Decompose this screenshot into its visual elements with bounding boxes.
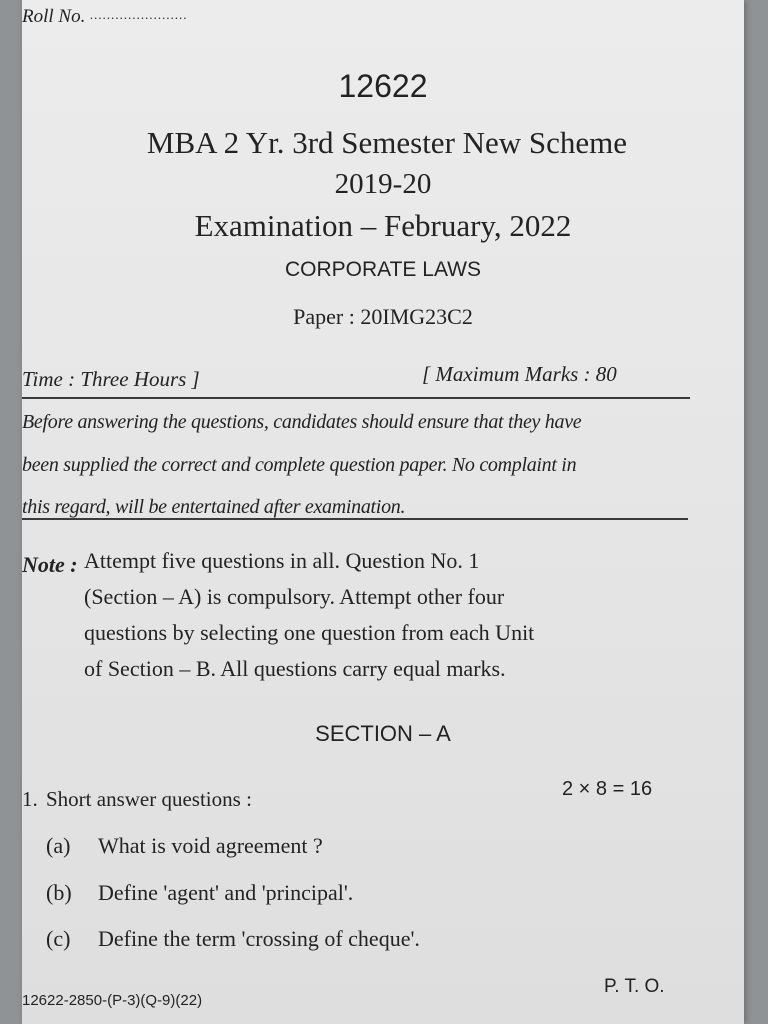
question-number: 1. <box>22 787 38 811</box>
question-option <box>46 880 353 906</box>
question-text: Short answer questions : <box>46 787 252 811</box>
option-text: Define the term 'crossing of cheque'. <box>98 926 420 951</box>
option-label: (a) <box>46 833 71 858</box>
option-label: (c) <box>46 926 71 951</box>
option-text: What is void agreement ? <box>98 833 323 858</box>
pto-label: P. T. O. <box>604 976 665 997</box>
divider <box>22 518 688 520</box>
paper-code: 12622 <box>338 68 428 104</box>
exam-title: Examination – February, 2022 <box>194 208 572 243</box>
option-text: Define 'agent' and 'principal'. <box>98 880 354 905</box>
question-marks: 2 × 8 = 16 <box>562 778 653 800</box>
note-line: (Section – A) is compulsory. Attempt other four <box>84 584 505 609</box>
paper-number: Paper : 20IMG23C2 <box>293 304 473 329</box>
note-line: Attempt five questions in all. Question No. 1 <box>84 548 480 573</box>
instruction-line: this regard, will be entertained after examination. <box>22 496 406 518</box>
footer-code: 12622-2850-(P-3)(Q-9)(22) <box>22 992 203 1009</box>
note-line: questions by selecting one question from each Unit <box>84 620 535 645</box>
option-label: (b) <box>46 880 72 905</box>
roll-label: Roll No. <box>22 6 86 27</box>
session: 2019-20 <box>334 168 432 200</box>
divider <box>22 397 690 399</box>
instruction-line: been supplied the correct and complete question paper. No complaint in <box>22 454 577 476</box>
section-title: SECTION – A <box>315 721 451 746</box>
instruction-line: Before answering the questions, candidates should ensure that they have <box>22 411 582 433</box>
note-label: Note : <box>22 552 78 577</box>
time-allowed: Time : Three Hours ] <box>22 367 200 391</box>
roll-number-line <box>22 6 188 28</box>
course-title: MBA 2 Yr. 3rd Semester New Scheme <box>146 125 628 160</box>
exam-paper <box>22 0 744 1024</box>
note-line: of Section – B. All questions carry equal marks. <box>84 656 506 681</box>
maximum-marks: [ Maximum Marks : 80 <box>422 362 617 386</box>
subject-title: CORPORATE LAWS <box>284 258 482 281</box>
question-option <box>46 833 323 859</box>
question-option <box>46 926 420 952</box>
roll-dots: ....................... <box>90 7 188 22</box>
